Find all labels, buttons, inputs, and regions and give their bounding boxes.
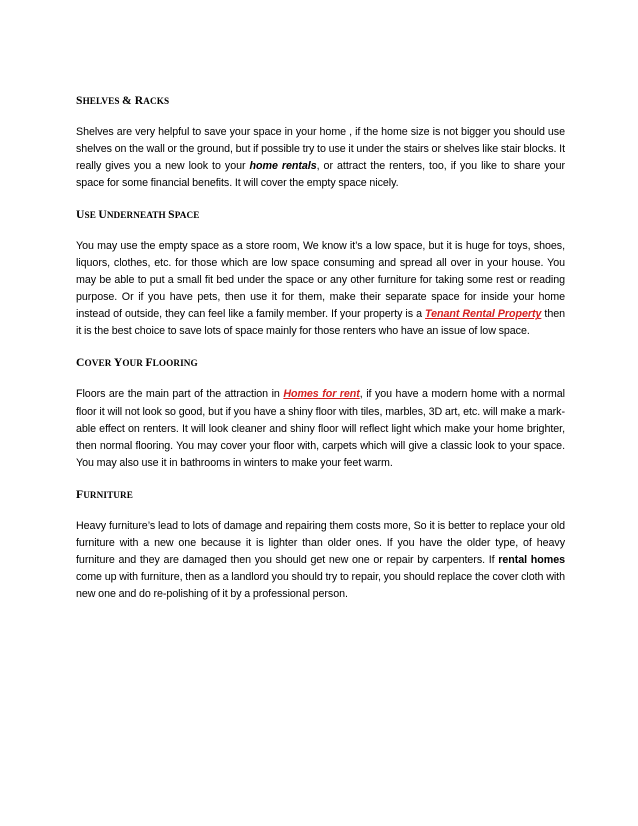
rental-homes-emphasis: rental homes <box>498 553 565 566</box>
section-furniture <box>76 487 565 603</box>
section-paragraph: Shelves are very helpful to save your space in your home , if the home size is not bigger you should use shelves on the wall or the ground, but if possible try to use it under the stairs or shelves like stair blocks. It really gives you a new look to your home rentals, or attract the renters, too, if you like to share your space for some financial benefits. It will cover the empty space nicely. <box>76 126 565 190</box>
section-use-underneath-space <box>76 207 565 340</box>
section-heading: SHELVES & RACKS <box>76 94 170 107</box>
section-paragraph: Heavy furniture’s lead to lots of damage and repairing them costs more, So it is better to replace your old furniture with a new one because it is lighter than older ones. If you have the older type, of heavy furniture and they are damaged then you should get new one or repair by carpenters. If rental homes come up with furniture, then as a landlord you should try to repair, you should replace the cover cloth with new one and do re-polishing of it by a professional person. <box>76 519 565 600</box>
tenant-rental-property-link[interactable]: Tenant Rental Property <box>425 308 542 321</box>
section-shelves-racks <box>76 93 565 192</box>
section-paragraph: Floors are the main part of the attraction in Homes for rent, if you have a modern home with a normal floor it will not look so good, but if you have a shiny floor with tiles, marbles, 3D art, etc. will make a mark-able effect on renters. It will look cleaner and shiny floor will reflect light which make your home brighter, then normal flooring. You may cover your floor with, carpets which will give a classic look to your space. You may also use it in bathrooms in winters to make your feet warm. <box>76 388 565 469</box>
section-paragraph: You may use the empty space as a store room, We know it’s a low space, but it is huge for toys, shoes, liquors, clothes, etc. for those which are low space consuming and spread all over in your house. You may be able to put a small fit bed under the space or any other furniture for taking some rest or reading purpose. Or if you have pets, then use it for them, make their separate space for inside your home instead of outside, they can feel like a family member. If your property is a Tenant Rental Property then it is the best choice to save lots of space mainly for those renters who have an issue of low space. <box>76 240 566 338</box>
section-heading: FURNITURE <box>76 487 133 501</box>
section-heading: USE UNDERNEATH SPACE <box>76 208 200 222</box>
home-rentals-emphasis: home rentals <box>249 160 317 173</box>
section-heading: COVER YOUR FLOORING <box>76 356 198 370</box>
section-cover-your-flooring <box>76 355 565 471</box>
homes-for-rent-link[interactable]: Homes for rent <box>283 388 360 401</box>
